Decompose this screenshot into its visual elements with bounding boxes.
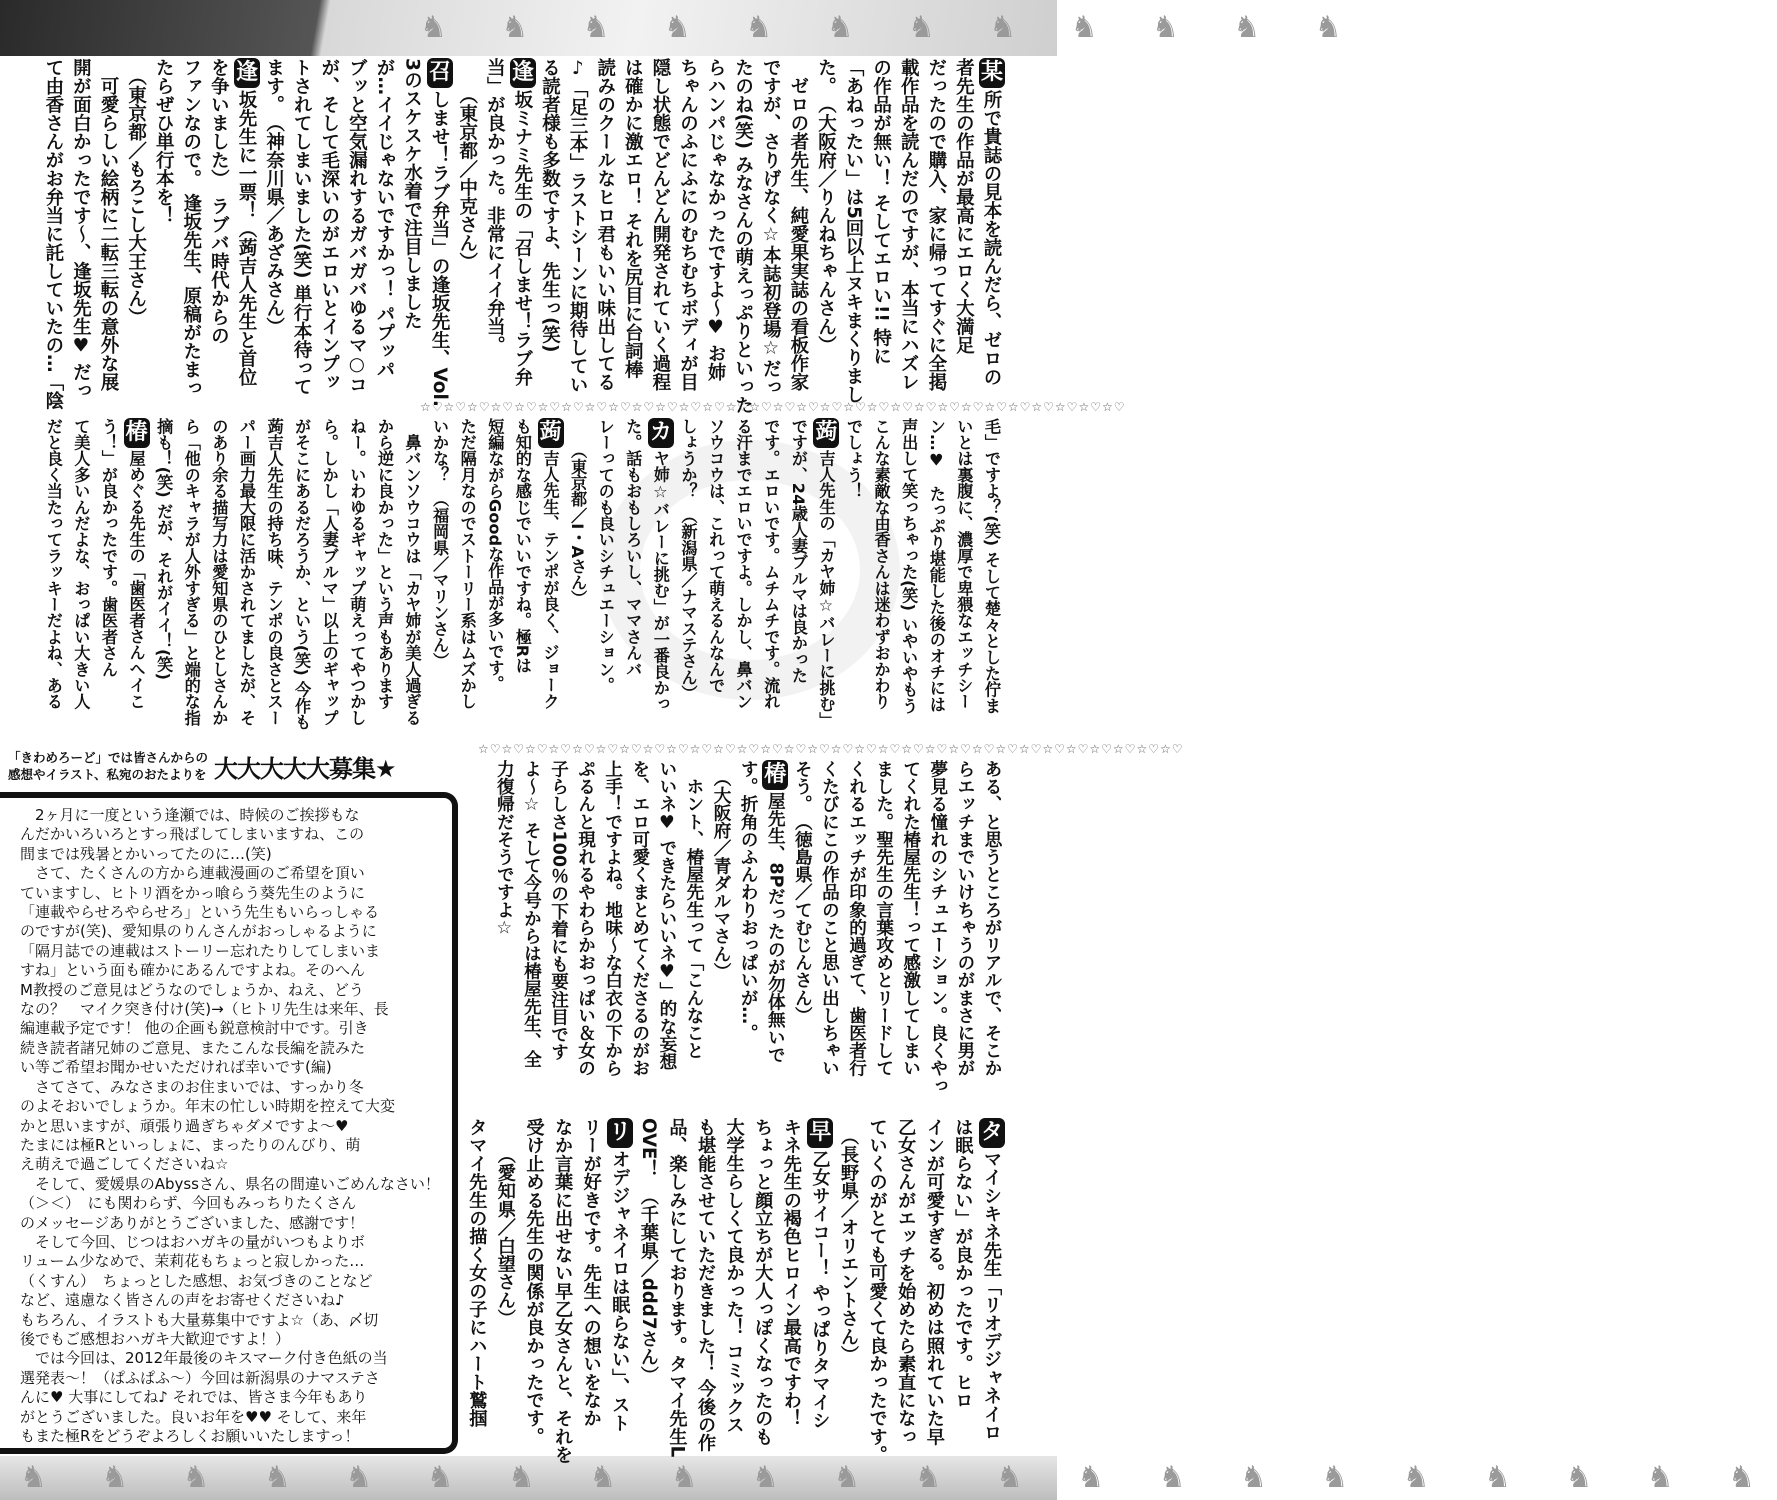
column-text: 者先生の作品が最高にエロく大満足 bbox=[953, 58, 975, 354]
text-column bbox=[67, 418, 95, 726]
text-column bbox=[481, 418, 509, 726]
text-column bbox=[674, 58, 702, 396]
column-text: 当」が良かった。非常にイイ弁当。 bbox=[484, 58, 506, 354]
column-text: （長野県／オリエントさん） bbox=[838, 1118, 860, 1364]
column-text: でしょう！ bbox=[844, 418, 864, 499]
initial-badge: 某 bbox=[979, 58, 1005, 88]
text-column bbox=[895, 418, 923, 726]
note-line: 「連載やらせろやらせろ」という先生もいらっしゃる bbox=[20, 903, 380, 922]
note-line: 続き読者諸兄姉のご意見、またこんな長編を読みた bbox=[20, 1038, 366, 1057]
text-column bbox=[576, 1118, 605, 1453]
text-column bbox=[177, 58, 205, 396]
text-column bbox=[536, 418, 564, 726]
letters-row-4 bbox=[462, 1118, 1005, 1464]
column-text: ただ隔月なのでストーリー系はムズかし bbox=[457, 418, 477, 710]
text-column bbox=[922, 58, 950, 396]
text-column bbox=[67, 58, 95, 400]
text-column bbox=[453, 418, 481, 726]
text-column bbox=[646, 58, 674, 396]
column-text: 載作品を読んだのですが、本当にハズレ bbox=[898, 58, 920, 391]
column-text: いいネ♥ できたらいいネ♥」的な妄想 bbox=[656, 760, 677, 1071]
column-text: そう。 （徳島県／てむじんさん） bbox=[792, 760, 813, 1024]
text-column bbox=[707, 760, 734, 1110]
text-column bbox=[490, 760, 517, 1110]
column-text: 摘も！(笑) だが、それがイイ！(笑) bbox=[154, 418, 174, 681]
column-text: ヤ姉☆バレーに挑む」が一番良かっ bbox=[650, 450, 670, 712]
column-text: （愛知県／白望さん） bbox=[494, 1118, 516, 1328]
text-column bbox=[426, 58, 454, 407]
text-column bbox=[548, 1118, 577, 1464]
column-text: す。折角のふんわりおっぱいが…。 bbox=[738, 760, 759, 1042]
text-column bbox=[812, 58, 840, 396]
letters-row-1 bbox=[38, 58, 1005, 415]
text-column bbox=[370, 58, 398, 396]
note-line: い等ご希望お聞かせいただければ幸いです(編) bbox=[20, 1058, 332, 1077]
text-column bbox=[978, 760, 1005, 1110]
column-text: 屋めぐる先生の「歯医者さんへイこ bbox=[126, 450, 146, 710]
column-text: OVE！ （千葉県／ddd7さん） bbox=[637, 1118, 659, 1385]
column-text: らハンパじゃなかったですよ～♥ お姉 bbox=[705, 58, 727, 382]
column-text: ン…♥ たっぷり堪能した後のオチには bbox=[926, 418, 946, 713]
column-text: （大阪府／青ダルマさん） bbox=[711, 760, 732, 980]
text-column bbox=[453, 58, 481, 396]
column-text: ぷるんと現れるやわらかおっぱい＆女の bbox=[575, 760, 596, 1077]
text-column bbox=[517, 760, 544, 1110]
column-text: レーってのも良いシチュエーション。 bbox=[595, 418, 615, 694]
column-text: 可愛らしい絵柄に二転三転の意外な展 bbox=[98, 58, 119, 391]
text-column bbox=[805, 1118, 834, 1453]
column-text: （東京都／I・Aさん） bbox=[568, 418, 588, 607]
text-column bbox=[867, 58, 895, 396]
text-column bbox=[398, 58, 426, 396]
column-text: た。 （大阪府／りんねちゃんさん） bbox=[815, 58, 837, 354]
text-column bbox=[150, 418, 178, 726]
text-column bbox=[815, 760, 842, 1110]
note-line: がとうございました。良いお年を♥♥ そして、来年 bbox=[20, 1407, 367, 1426]
column-text: が…イイじゃないですかっ！ パプッパ bbox=[373, 58, 395, 379]
text-column bbox=[633, 1118, 662, 1453]
column-text: （東京都／もろこし大王さん） bbox=[125, 58, 147, 327]
text-column bbox=[315, 58, 343, 396]
text-column bbox=[662, 1118, 691, 1458]
column-text: 夢見る憧れのシチュエーション。良くやっ bbox=[927, 760, 948, 1095]
column-text: マイシキネ先生「リオデジャネイロ bbox=[981, 1150, 1002, 1442]
text-column bbox=[626, 760, 653, 1110]
text-column bbox=[734, 760, 761, 1110]
column-text: ら「他のキャラが人外すぎる」と端的な指 bbox=[181, 418, 201, 726]
column-text: 坂ミナミ先生の「召しませ！ラブ弁 bbox=[511, 90, 533, 386]
column-text: ある、と思うところがリアルで、そこか bbox=[982, 760, 1002, 1077]
column-text: ブッと空気漏れするガバガバゆるマ○コ bbox=[346, 58, 368, 394]
column-text: 短編ながらGoodな作品が多いです。 bbox=[485, 418, 505, 692]
column-text: 品、楽しみにしております。タマイ先生L bbox=[666, 1118, 688, 1458]
text-column bbox=[343, 418, 371, 726]
column-text: ホント、椿屋先生って「こんなこと bbox=[683, 760, 704, 1060]
column-text: ました。聖先生の言葉攻めとリードして bbox=[873, 760, 894, 1077]
text-column bbox=[729, 58, 757, 415]
text-column bbox=[757, 418, 785, 726]
text-column bbox=[951, 760, 978, 1110]
initial-badge: 逢 bbox=[234, 58, 260, 88]
column-text: インが可愛すぎる。初めは照れていた早 bbox=[923, 1118, 945, 1446]
note-line: さて、たくさんの方から連載漫画のご希望を頂い bbox=[20, 864, 365, 883]
column-text: が、そして毛深いのがエロいとインプッ bbox=[318, 58, 340, 391]
heart-star-divider: ☆♡☆♡☆♡☆♡☆♡☆♡☆♡☆♡☆♡☆♡☆♡☆♡☆♡☆♡☆♡☆♡☆♡☆♡☆♡☆♡☆♡☆♡☆♡☆♡☆♡☆♡☆♡☆♡☆♡☆♡ bbox=[420, 400, 1126, 414]
text-column bbox=[950, 418, 978, 726]
text-column bbox=[839, 58, 867, 404]
column-text: タマイ先生の描く女の子にハート鷲掴 bbox=[466, 1118, 488, 1428]
text-column bbox=[150, 58, 178, 396]
text-column bbox=[572, 760, 599, 1110]
text-column bbox=[564, 58, 592, 396]
text-column bbox=[867, 418, 895, 726]
note-line: もちろん、イラストも大量募集中ですよ☆（あ、〆切 bbox=[20, 1310, 379, 1329]
invite-big-text: 大大大大大募集★ bbox=[214, 754, 396, 783]
text-column bbox=[508, 418, 536, 726]
text-column bbox=[977, 58, 1005, 396]
column-text: だと良く当たってラッキーだよね、ある bbox=[43, 418, 63, 710]
column-text: ファンなので。 逢坂先生、原稿がたまっ bbox=[180, 58, 202, 398]
text-column bbox=[177, 418, 205, 726]
text-column bbox=[288, 58, 316, 396]
initial-badge: カ bbox=[648, 418, 674, 448]
note-line: んだかいろいろとすっ飛ばしてしまいますね、この bbox=[20, 825, 365, 844]
column-text: リーが好きです。先生への想いをなか bbox=[580, 1118, 602, 1428]
text-column bbox=[646, 418, 674, 726]
column-text: も堪能させていただきました！ 今後の作 bbox=[695, 1118, 717, 1452]
column-text: ですが、24歳人妻ブルマは良かった bbox=[788, 418, 808, 684]
text-column bbox=[919, 1118, 948, 1453]
note-line: 選発表～！（ぱふぱふ～）今回は新潟県のナマステさ bbox=[20, 1368, 380, 1387]
text-column bbox=[619, 418, 647, 726]
note-line: のですが(笑)、愛知県のりんさんがおっしゃるように bbox=[20, 922, 377, 941]
column-text: 屋先生、8Pだったのが勿体無いで bbox=[765, 792, 786, 1064]
column-text: のあり余る描写力は愛知県のひとしさんか bbox=[209, 418, 229, 726]
column-text: ちょっと顔立ちが大人っぽくなったのも bbox=[752, 1118, 774, 1446]
text-column bbox=[481, 58, 509, 396]
note-line: すね」という面も確かにあるんですよね。そのへん bbox=[20, 961, 366, 980]
note-line: （＞＜） にも関わらず、今回もみっちりたくさん bbox=[20, 1194, 357, 1213]
column-text: 乙女さんがエッチを始めたら素直になっ bbox=[895, 1118, 917, 1446]
column-text: る汗までエロいですよ。しかし、鼻バン bbox=[733, 418, 753, 710]
text-column bbox=[288, 418, 316, 731]
text-column bbox=[748, 1118, 777, 1453]
column-text: 所で貴誌の見本を読んだら、ゼロの bbox=[981, 90, 1002, 386]
column-text: ら。しかし「人妻ブルマ」以上のギャップ bbox=[319, 418, 339, 726]
column-text: 上手！ですよね。地味～な白衣の下から bbox=[602, 760, 623, 1077]
column-text: る読者様も多数ですよ、先生っ(笑) bbox=[539, 58, 561, 353]
column-text: 乙女サイコー！ やっぱりタマイシ bbox=[809, 1150, 831, 1430]
submission-invite-heading bbox=[0, 740, 460, 792]
column-text: しょうか？ （新潟県／ナマステさん） bbox=[678, 418, 698, 702]
initial-badge: 蒟 bbox=[813, 418, 839, 448]
note-line: なの？ マイク突き付け(笑)→（ヒトリ先生は来年、長 bbox=[20, 1000, 389, 1019]
column-text: 大学生らしくて良かった！ コミックス bbox=[723, 1118, 745, 1434]
column-text: て美人多いんだよな、おっぱい大きい人 bbox=[71, 418, 91, 710]
column-text: ソウコウは、これって萌えるんなんで bbox=[706, 418, 726, 694]
text-column bbox=[39, 58, 67, 410]
column-text: くれるエッチが印象的過ぎて、歯医者行 bbox=[846, 760, 867, 1077]
column-text: 開が面白かったです～、逢坂先生♥ だっ bbox=[70, 58, 92, 400]
column-text: の作品が無い！ そしてエロい!! 特に bbox=[870, 58, 892, 366]
text-column bbox=[784, 418, 812, 726]
column-text: しませ！ラブ弁当」の逢坂先生、Vol. bbox=[429, 90, 451, 407]
note-line: さてさて、みなさまのお住まいでは、すっかり冬 bbox=[20, 1077, 364, 1096]
column-text: だったので購入、家に帰ってすぐに全掲 bbox=[925, 58, 947, 391]
note-line: M教授のご意見はどうなのでしょうか、ねえ、どう bbox=[20, 980, 364, 999]
column-text: を、エロ可愛くまとめてくださるのがお bbox=[629, 760, 650, 1077]
header-pattern-band: ♞ ♞ ♞ ♞ ♞ ♞ ♞ ♞ ♞ ♞ ♞ ♞ bbox=[0, 0, 1057, 56]
column-text: う！」が良かったです。歯医者さん bbox=[99, 418, 118, 678]
initial-badge: 蒟 bbox=[538, 418, 564, 448]
column-text: は確かに激エロ！ それを尻目に台詞棒 bbox=[622, 58, 644, 379]
column-text: 吉人先生の「カヤ姉☆バレーに挑む」 bbox=[816, 450, 836, 729]
note-line: かと思いますが、頑張り過ぎちゃダメですよ～♥ bbox=[20, 1116, 349, 1135]
text-column bbox=[776, 1118, 805, 1453]
column-text: 力復帰だそうですよ☆ bbox=[494, 760, 515, 939]
letters-row-2 bbox=[38, 418, 1005, 731]
column-text: 隠し状態でどんどん開発されていく過程 bbox=[649, 58, 671, 391]
column-text: こんな素敵な由香さんは迷わずおかわり bbox=[871, 418, 891, 710]
column-text: ます。 （神奈川県／あざみさん） bbox=[263, 58, 285, 336]
initial-badge: リ bbox=[607, 1118, 633, 1148]
note-line: では今回は、2012年最後のキスマーク付き色紙の当 bbox=[20, 1349, 388, 1368]
column-text: を争いました） ラブバ時代からの bbox=[208, 58, 230, 345]
note-line: 編連載予定です！ 他の企画も鋭意検討中です。引き bbox=[20, 1019, 369, 1038]
column-text: ゼロの者先生、純愛果実誌の看板作家 bbox=[787, 58, 809, 391]
letters-row-3 bbox=[462, 760, 1005, 1110]
text-column bbox=[690, 1118, 719, 1453]
text-column bbox=[343, 58, 371, 396]
column-text: パー画力最大限に活かされてましたが、そ bbox=[236, 418, 256, 726]
note-line: たまには極Rといっしょに、まったりのんびり、萌 bbox=[20, 1135, 361, 1154]
text-column bbox=[757, 58, 785, 396]
initial-badge: 逢 bbox=[510, 58, 536, 88]
column-text: から逆に良かった」という声もあります bbox=[374, 418, 394, 710]
column-text: たらぜひ単行本を！ bbox=[153, 58, 175, 225]
text-column bbox=[232, 418, 260, 726]
column-text: いかな？ （福岡県／マリンさん） bbox=[430, 418, 450, 670]
column-text: よ～☆ そして今号からは椿屋先生、全 bbox=[521, 760, 542, 1068]
column-text: 読みのクールなヒロ君もいい味出してる bbox=[594, 58, 616, 391]
column-text: 子らしさ100％の下着にも要注目です bbox=[548, 760, 569, 1061]
text-column bbox=[591, 418, 619, 726]
column-text: です。エロいです。ムチムチです。流れ bbox=[761, 418, 781, 710]
text-column bbox=[426, 418, 454, 726]
note-line: ていますし、ヒトリ酒をかっ喰らう葵先生のように bbox=[20, 883, 366, 902]
text-column bbox=[619, 58, 647, 396]
text-column bbox=[897, 760, 924, 1110]
text-column bbox=[812, 418, 840, 729]
text-column bbox=[536, 58, 564, 396]
heart-star-divider: ☆♡☆♡☆♡☆♡☆♡☆♡☆♡☆♡☆♡☆♡☆♡☆♡☆♡☆♡☆♡☆♡☆♡☆♡☆♡☆♡☆♡☆♡☆♡☆♡☆♡☆♡☆♡☆♡☆♡☆♡ bbox=[478, 742, 1184, 756]
text-column bbox=[94, 58, 122, 396]
column-text: ですが、さりげなく☆本誌初登場☆だっ bbox=[760, 58, 782, 396]
text-column bbox=[870, 760, 897, 1110]
text-column bbox=[544, 760, 571, 1110]
column-text: 鼻バンソウコウは「カヤ姉が美人過ぎる bbox=[402, 418, 422, 726]
column-text: （東京都／中克さん） bbox=[456, 58, 478, 271]
note-line: んに♥ 大事にしてね♪ それでは、皆さま今年もあり bbox=[20, 1388, 368, 1407]
text-column bbox=[784, 58, 812, 396]
note-line: のよそおいでしょうか。年末の忙しい時期を控えて大変 bbox=[20, 1097, 396, 1116]
column-text: らエッチまでいけちゃうのがまさに男が bbox=[954, 760, 975, 1077]
text-column bbox=[122, 58, 150, 396]
text-column bbox=[260, 58, 288, 396]
text-column bbox=[948, 1118, 977, 1453]
column-text: 「あねったい」は5回以上ヌキまくりまし bbox=[843, 58, 865, 404]
text-column bbox=[839, 418, 867, 726]
column-text: オデジャネイロは眠らない」、スト bbox=[609, 1150, 631, 1433]
text-column bbox=[462, 1118, 491, 1453]
text-column bbox=[370, 418, 398, 726]
text-column bbox=[205, 418, 233, 726]
column-text: キネ先生の褐色ヒロイン最高ですわ！ bbox=[780, 1118, 802, 1428]
text-column bbox=[976, 1118, 1005, 1453]
column-text: 声出して笑っちゃった(笑) いやいやもう bbox=[899, 418, 919, 714]
column-text: ねー。いわゆるギャップ萌えってやつかし bbox=[347, 418, 367, 726]
text-column bbox=[922, 418, 950, 726]
text-column bbox=[924, 760, 951, 1110]
column-text: ♪「足三本」ラストシーンに期待してい bbox=[567, 58, 589, 394]
column-text: がそこにあるだろうか、という(笑) 今作も bbox=[292, 418, 312, 731]
column-text: くたびにこの作品のこと思い出しちゃい bbox=[819, 760, 840, 1077]
note-line: など、遠慮なく皆さんの声をお寄せくださいね♪ bbox=[20, 1291, 345, 1310]
text-column bbox=[701, 58, 729, 396]
invite-line-1: 「きわめろーど」では皆さんからの bbox=[8, 750, 209, 765]
editor-note-box bbox=[0, 792, 458, 1454]
note-line: 「隔月誌での連載はストーリー忘れたりしてしまいま bbox=[20, 941, 381, 960]
text-column bbox=[94, 418, 122, 726]
note-line: 2ヶ月に一度という逢瀬では、時候のご挨拶もな bbox=[20, 806, 360, 824]
column-text: て由香さんがお弁当に託していたの…「陰 bbox=[42, 58, 64, 410]
text-column bbox=[977, 418, 1005, 726]
column-text: ちゃんのふにふにのむちむちボディが目 bbox=[677, 58, 699, 391]
column-text: たのね(笑) みなさんの萌えっぷりといった bbox=[732, 58, 754, 415]
text-column bbox=[862, 1118, 891, 1464]
invite-line-2: 感想やイラスト、私宛のおたよりを bbox=[8, 767, 207, 782]
text-column bbox=[833, 1118, 862, 1453]
text-column bbox=[719, 1118, 748, 1453]
invite-small-lines bbox=[8, 749, 208, 783]
text-column bbox=[729, 418, 757, 726]
text-column bbox=[519, 1118, 548, 1453]
column-text: た。話もおもしろいし、ママさんバ bbox=[623, 418, 643, 678]
text-column bbox=[653, 760, 680, 1110]
text-column bbox=[591, 58, 619, 396]
note-line: リューム少なめで、茉莉花もちょっと寂しかった… bbox=[20, 1252, 365, 1271]
note-line: のメッセージありがとうございました、感謝です！ bbox=[20, 1213, 365, 1232]
note-line: 後でもご感想おハガキ大歓迎ですよ！） bbox=[20, 1329, 291, 1348]
column-text: トされてしまいました(笑) 単行本待って bbox=[291, 58, 313, 396]
column-text: 蒟吉人先生の持ち味、テンポの良さとスー bbox=[264, 418, 284, 726]
text-column bbox=[315, 418, 343, 726]
text-column bbox=[895, 58, 923, 396]
column-text: てくれた椿屋先生！って感激してしまい bbox=[900, 760, 921, 1077]
column-text: なか言葉に出せない早乙女さんと、それを bbox=[552, 1118, 574, 1464]
text-column bbox=[701, 418, 729, 726]
note-line: え萌えで過ごしてくださいね☆ bbox=[20, 1155, 229, 1174]
text-column bbox=[674, 418, 702, 726]
text-column bbox=[842, 760, 869, 1110]
note-line: そして今回、じつはおハガキの量がいつもよりボ bbox=[20, 1232, 366, 1251]
text-column bbox=[680, 760, 707, 1110]
initial-badge: 早 bbox=[807, 1118, 833, 1148]
column-text: 3のスケスケ水着で注目しました bbox=[401, 58, 423, 330]
text-column bbox=[761, 760, 788, 1110]
footer-pattern-band: ♞ ♞ ♞ ♞ ♞ ♞ ♞ ♞ ♞ ♞ ♞ ♞ ♞ ♞ ♞ ♞ ♞ ♞ ♞ ♞ ♞ ♞ bbox=[0, 1456, 1057, 1500]
initial-badge: 椿 bbox=[762, 760, 788, 790]
text-column bbox=[232, 58, 260, 396]
text-column bbox=[508, 58, 536, 396]
note-line: （くすん） ちょっとした感想、お気づきのことなど bbox=[20, 1271, 373, 1290]
text-column bbox=[599, 760, 626, 1110]
note-line: 間までは残暑とかいってたのに…(笑) bbox=[20, 844, 272, 863]
note-line: そして、愛媛県のAbyssさん、県名の間違いごめんなさい！ bbox=[20, 1174, 440, 1193]
text-column bbox=[564, 418, 592, 726]
column-text: ていくのがとても可愛くて良かったです。 bbox=[866, 1118, 888, 1464]
column-text: 受け止める先生の関係が良かったです。 bbox=[523, 1118, 545, 1446]
note-line: もまた極Rをどうぞよろしくお願いいたしますっ！ bbox=[20, 1427, 360, 1445]
initial-badge: タ bbox=[979, 1118, 1005, 1148]
text-column bbox=[950, 58, 978, 396]
text-column bbox=[205, 58, 233, 396]
column-text: も知的な感じでいいですね。極Rは bbox=[512, 418, 532, 674]
text-column bbox=[122, 418, 150, 726]
initial-badge: 椿 bbox=[124, 418, 150, 448]
text-column bbox=[788, 760, 815, 1110]
column-text: 坂先生に一票！（蒟吉人先生と首位 bbox=[235, 90, 257, 386]
column-text: 毛」ですよ？(笑) そして楚々とした佇ま bbox=[982, 418, 1001, 714]
column-text: いとは裏腹に、濃厚で卑猥なエッチシー bbox=[954, 418, 974, 710]
column-text: は眠らない」が良かったです。ヒロ bbox=[952, 1118, 974, 1410]
initial-badge: 召 bbox=[427, 58, 453, 88]
column-text: 吉人先生、テンポが良く、ジョーク bbox=[540, 450, 560, 710]
text-column bbox=[260, 418, 288, 726]
text-column bbox=[605, 1118, 634, 1453]
text-column bbox=[39, 418, 67, 726]
text-column bbox=[398, 418, 426, 726]
text-column bbox=[490, 1118, 519, 1453]
text-column bbox=[891, 1118, 920, 1453]
